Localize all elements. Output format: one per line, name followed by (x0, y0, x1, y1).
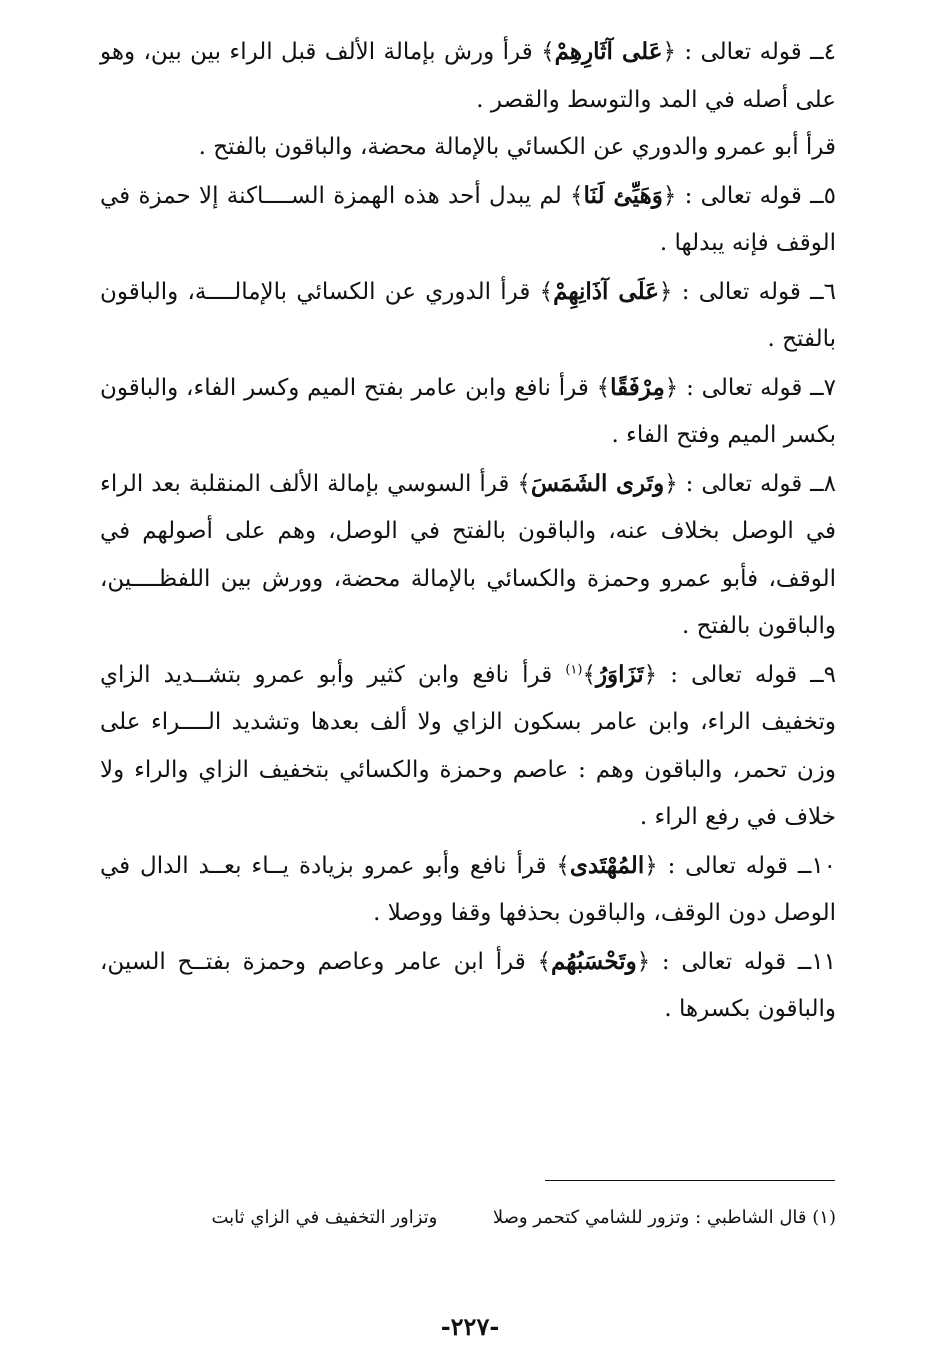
close-bracket: ﴾ (541, 39, 555, 65)
intro-phrase: قوله تعالى : (684, 182, 802, 209)
footnote-number: (١) (812, 1207, 836, 1228)
intro-phrase: قوله تعالى : (667, 852, 788, 879)
paragraph-11 (100, 938, 836, 1034)
quran-word: وتَحْسَبُهُم (550, 947, 637, 975)
explanation: قرأ السوسي بإمالة الألف المنقلبة بعد الراء في الوصل بخلاف عنه، والباقون بالفتح في الوصل، وهم على أصولهم في الوقف، فأبو عمرو وحمزة والكسائي بالإمالة محضة، وورش بين اللفظــــين، والباقون بالفتح . (100, 470, 836, 639)
quran-word: تَزَاوَرُ (595, 660, 644, 688)
footnote-marker[interactable]: (١) (565, 661, 583, 677)
open-bracket: ﴿ (643, 661, 658, 688)
close-bracket: ﴾ (537, 948, 551, 975)
explanation: قرأ الدوري عن الكسائي بالإمالــــة، والباقون بالفتح . (100, 278, 836, 352)
item-number: ٦ــ (810, 278, 837, 305)
quran-word: المُهْتَدى (569, 851, 645, 879)
item-number: ٩ــ (810, 661, 836, 688)
footnote-lead: قال الشاطبي : (695, 1207, 807, 1228)
open-bracket: ﴿ (662, 39, 676, 65)
open-bracket: ﴿ (644, 852, 658, 879)
item-number: ٥ــ (810, 182, 836, 209)
open-bracket: ﴿ (636, 948, 651, 975)
paragraph-7 (100, 364, 836, 460)
intro-phrase: قوله تعالى : (681, 278, 801, 305)
explanation: قرأ ابن عامر وعاصم وحمزة بفتــح السين، والباقون بكسرها . (100, 948, 836, 1022)
footnote-verse-second: وتزاور التخفيف في الزاي ثابت (211, 1207, 438, 1228)
close-bracket: ﴾ (596, 374, 611, 401)
open-bracket: ﴿ (658, 278, 673, 305)
item-number: ١١ــ (797, 948, 837, 975)
open-bracket: ﴿ (664, 374, 679, 401)
intro-phrase: قوله تعالى : (670, 661, 798, 688)
quran-word: وتَرى الشَمَسَ (530, 469, 665, 497)
close-bracket: ﴾ (570, 182, 584, 209)
item-number: ٤ــ (810, 39, 837, 65)
item-number: ١٠ــ (797, 852, 837, 879)
quran-word: وَهَيِّئ لَنَا (583, 181, 663, 209)
paragraph-5 (100, 172, 836, 268)
explanation: قرأ أبو عمرو والدوري عن الكسائي بالإمالة محضة، والباقون بالفتح . (198, 134, 836, 160)
paragraph-6 (100, 268, 836, 364)
footnote-verse-first: وتزور للشامي كتحمر وصلا (492, 1207, 690, 1228)
item-number: ٧ــ (810, 374, 837, 401)
paragraph-10 (100, 842, 836, 938)
intro-phrase: قوله تعالى : (684, 39, 802, 65)
quran-word: عَلَى آذَانِهِمْ (553, 277, 659, 305)
quran-word: عَلى آثَارِهِمْ (554, 38, 663, 65)
open-bracket: ﴿ (664, 470, 678, 497)
close-bracket: ﴾ (556, 852, 570, 879)
paragraph-plain (100, 124, 836, 172)
paragraph-4 (100, 28, 836, 124)
close-bracket: ﴾ (539, 278, 554, 305)
paragraph-9 (100, 651, 836, 842)
explanation: قرأ نافع وابن كثير وأبو عمرو بتشــديد الزاي وتخفيف الراء، وابن عامر بسكون الزاي ولا ألف بعدها وتشديد الــــراء على وزن تحمر، والباقون وهم : عاصم وحمزة والكسائي بتخفيف الزاي والراء ولا خلاف في رفع الراء . (100, 661, 836, 830)
close-bracket: ﴾ (582, 661, 596, 688)
intro-phrase: قوله تعالى : (686, 374, 803, 401)
footnote (100, 1200, 836, 1236)
footnote-divider (545, 1180, 835, 1181)
explanation: قرأ ورش بإمالة الألف قبل الراء بين بين، وهو على أصله في المد والتوسط والقصر . (100, 39, 836, 113)
explanation: لم يبدل أحد هذه الهمزة الســــاكنة إلا حمزة في الوقف فإنه يبدلها . (100, 182, 836, 256)
item-number: ٨ــ (810, 470, 837, 497)
main-text (100, 28, 836, 1034)
close-bracket: ﴾ (517, 470, 531, 497)
page-number: -٢٢٧- (440, 1312, 500, 1341)
explanation: قرأ نافع وابن عامر بفتح الميم وكسر الفاء، والباقون بكسر الميم وفتح الفاء . (100, 374, 836, 448)
intro-phrase: قوله تعالى : (661, 948, 787, 975)
open-bracket: ﴿ (662, 182, 677, 209)
explanation: قرأ نافع وأبو عمرو بزيادة يــاء بعــد الدال في الوصل دون الوقف، والباقون بحذفها وقفا ووصلا . (100, 852, 836, 926)
paragraph-8 (100, 460, 836, 651)
quran-word: مِرْفَقًا (610, 373, 665, 401)
intro-phrase: قوله تعالى : (685, 470, 803, 497)
